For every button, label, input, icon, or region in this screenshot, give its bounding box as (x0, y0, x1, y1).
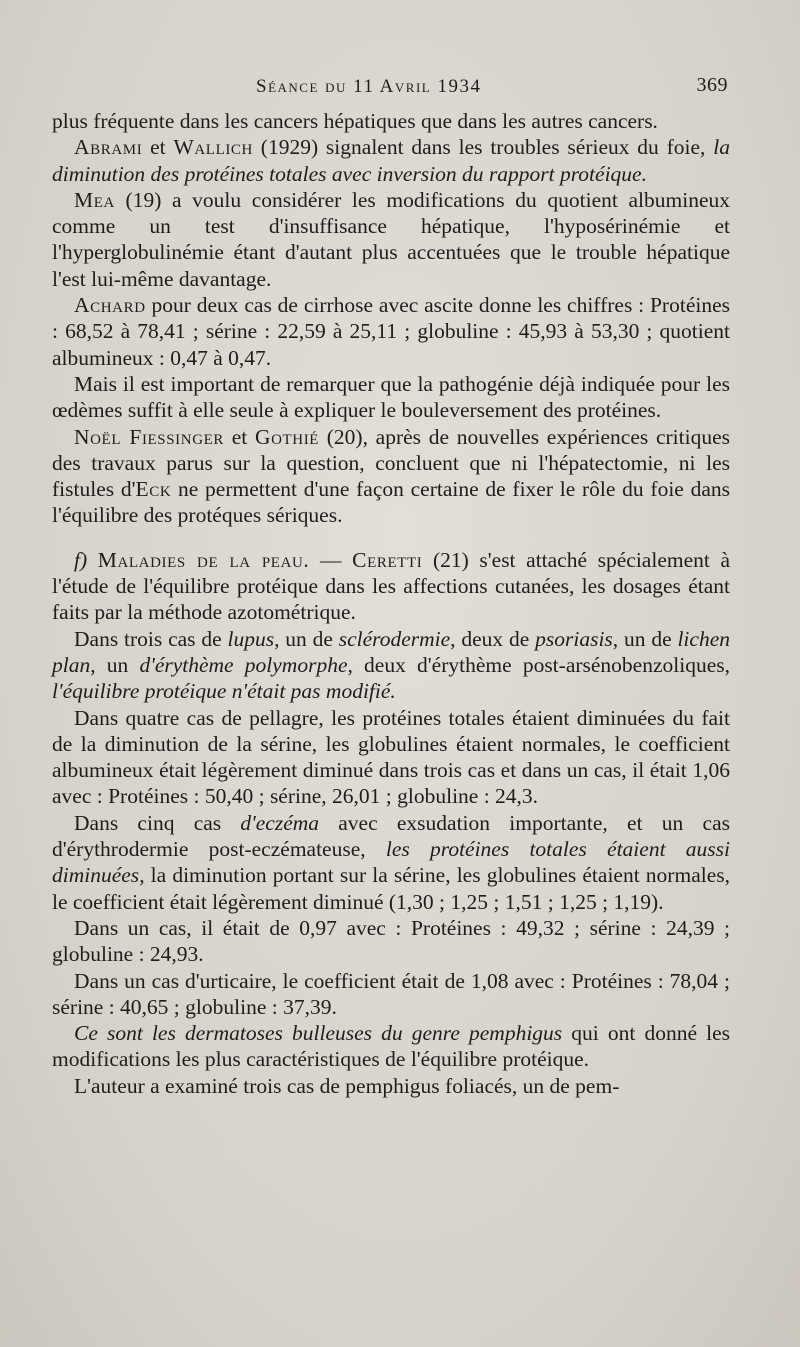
paragraph-un-cas (52, 915, 730, 968)
paragraph-auteur (52, 1073, 730, 1099)
paragraph-text: avec exsudation importante, et un cas d'érythrodermie post-eczémateuse, (52, 810, 730, 862)
paragraph-achard (52, 292, 730, 371)
paragraph-abrami (52, 134, 730, 187)
paragraph-text: et (142, 135, 174, 160)
paragraph-pellagre (52, 705, 730, 810)
paragraph-urticaire (52, 968, 730, 1021)
paragraph-text: Dans cinq cas (74, 810, 241, 835)
author-name: Gothié (254, 424, 320, 449)
paragraph-text: , deux de (450, 626, 536, 651)
author-name: Mea (74, 187, 115, 212)
author-name: Achard (74, 293, 146, 318)
section-maladies-peau (52, 547, 730, 626)
paragraph-text: Mais il est important de remarquer que la pathogénie déjà indiquée pour les œdèmes suffit à elle seule à expliquer le bouleversement des protéines. (52, 371, 730, 423)
paragraph-text: (21) s'est attaché spécialement à l'étude de l'équilibre protéique dans les affections cutanées, les dosages étant faits par la méthode azotométrique. (52, 547, 731, 625)
paragraph-text: qui ont donné les modifications les plus caractéristiques de l'équilibre protéique. (52, 1021, 730, 1072)
emphasis-text: lichen plan (52, 626, 730, 677)
emphasis-text: psoriasis (535, 626, 613, 651)
emphasis-text: l'équilibre protéique n'était pas modifié. (52, 679, 396, 704)
paragraph-text: (19) a voulu considérer les modifications du quotient albumineux comme un test d'insuffisance hépatique, l'hyposérinémie et l'hyperglobulinémie étant d'autant plus accentuées que le trouble hépatique l'est lui-même davantage. (52, 187, 730, 291)
paragraph-text: ne permettent d'une façon certaine de fixer le rôle du foie dans l'équilibre des protéques sériques. (52, 477, 730, 528)
emphasis-text: sclérodermie (338, 626, 451, 651)
paragraph-lupus (52, 626, 730, 705)
page-number: 369 (696, 74, 728, 96)
paragraph-eczema (52, 810, 730, 915)
emphasis-text: d'érythème polymorphe (139, 652, 348, 677)
paragraph-pathogenie (52, 371, 730, 424)
paragraph-text: , un (90, 652, 140, 677)
paragraph-text: Dans un cas, il était de 0,97 avec : Protéines : 49,32 ; sérine : 24,39 ; globuline : 24,93. (52, 915, 730, 967)
author-name: Eck (135, 477, 172, 502)
paragraph-text: , un de (274, 626, 339, 651)
paragraph-text: plus fréquente dans les cancers hépatiques que dans les autres cancers. (52, 109, 658, 133)
paragraph-text: (1929) signalent dans les troubles sérieux du foie, (252, 135, 714, 160)
paragraph-text: pour deux cas de cirrhose avec ascite donne les chiffres : Protéines : 68,52 à 78,41 ; sérine : 22,59 à 25,11 ; globuline : 45,93 à 53,30 ; quotient albumineux : 0,47 à 0,47. (52, 293, 730, 370)
paragraph-mea (52, 187, 730, 292)
paragraph-text: , la diminution portant sur la sérine, les globulines étaient normales, le coefficient était légèrement diminué (1,30 ; 1,25 ; 1,51 ; 1,25 ; 1,19). (52, 863, 730, 914)
section-letter: f) (74, 547, 98, 572)
section-heading: Maladies de la peau. (97, 547, 310, 572)
header-title: Séance du 11 Avril 1934 (256, 76, 482, 97)
paragraph-text: — (309, 547, 353, 572)
paragraph-text: Dans un cas d'urticaire, le coefficient était de 1,08 avec : Protéines : 78,04 ; sérine : 40,65 ; globuline : 37,39. (52, 968, 730, 1019)
paragraph-pemphigus (52, 1020, 730, 1073)
paragraph-text: (20), après de nouvelles expériences critiques des travaux parus sur la question, concluent que ni l'hépatectomie, ni les fistules d' (52, 424, 730, 502)
body-text (52, 108, 730, 1099)
emphasis-text: lupus (227, 626, 275, 651)
running-header (52, 74, 730, 108)
emphasis-text: Ce sont les dermatoses bulleuses du genre pemphigus (74, 1021, 563, 1046)
paragraph-text: L'auteur a examiné trois cas de pemphigus foliacés, un de pem- (74, 1073, 620, 1098)
author-name: Noël Fiessinger (74, 424, 225, 449)
emphasis-text: les protéines totales étaient aussi diminuées (52, 837, 730, 888)
paragraph-continuation (52, 108, 730, 134)
paragraph-text: Dans quatre cas de pellagre, les protéines totales étaient diminuées du fait de la diminution de la sérine, les globulines étaient normales, le coefficient albumineux était légèrement diminué dans trois cas et dans un cas, il était 1,06 avec : Protéines : 50,40 ; sérine, 26,01 ; globuline : 24,3. (52, 705, 730, 809)
emphasis-text: d'eczéma (240, 810, 320, 835)
paragraph-fiessinger (52, 424, 730, 529)
paragraph-text: , deux d'érythème post-arsénobenzoliques, (347, 652, 730, 677)
author-name: Ceretti (352, 547, 423, 572)
author-name: Wallich (173, 135, 253, 160)
emphasis-text: la diminution des protéines totales avec inversion du rapport protéique. (52, 135, 730, 186)
author-name: Abrami (74, 135, 143, 160)
paragraph-text: , un de (612, 626, 678, 651)
paragraph-text: Dans trois cas de (74, 626, 228, 651)
paragraph-text: et (224, 424, 255, 449)
